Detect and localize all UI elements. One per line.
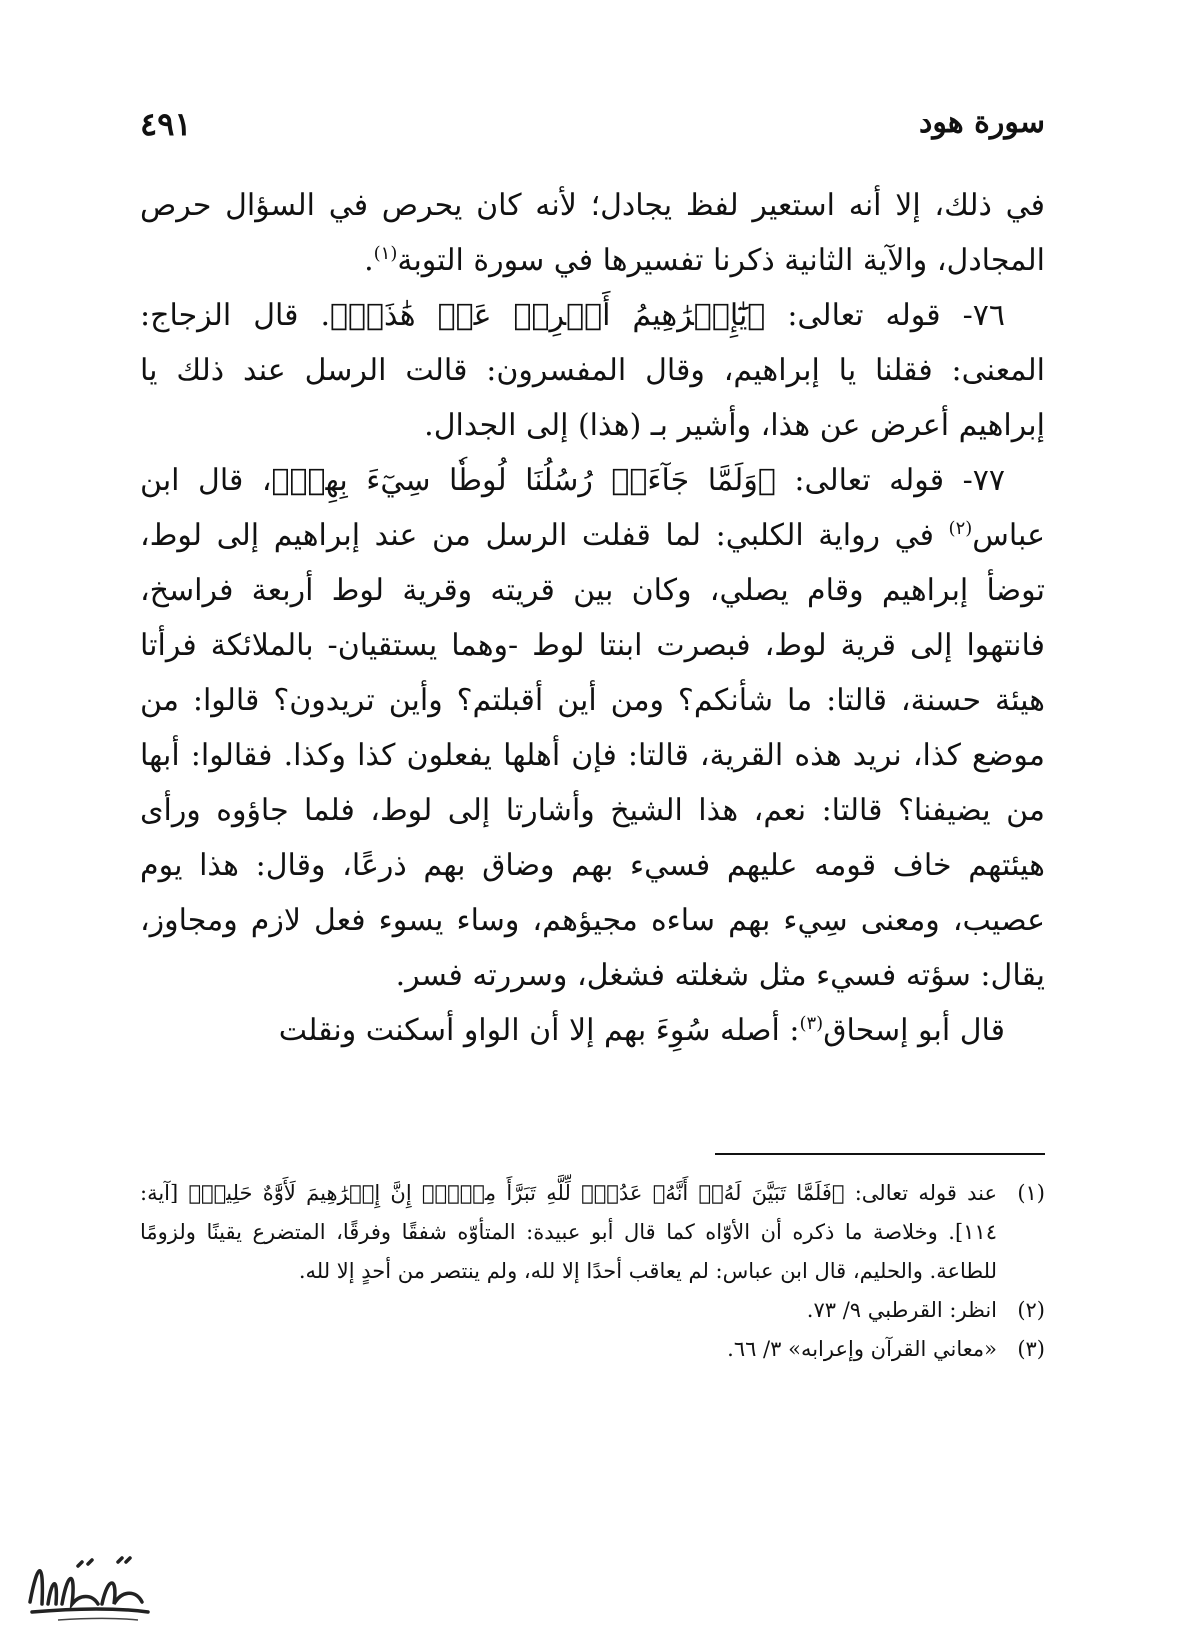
footnote-ref-3[interactable]: (٣): [799, 1013, 824, 1034]
page-header: [140, 105, 1045, 155]
footnote-text: انظر: القرطبي ٩/ ٧٣.: [806, 1298, 997, 1322]
quran-verse-76: ﴿يَٰٓإِبۡرَٰهِيمُ أَعۡرِضۡ عَنۡ هَٰذَآۖ﴾: [330, 298, 766, 333]
paragraph-2-text: . قال الزجاج: المعنى: فقلنا يا إبراهيم، وقال المفسرون: قالت الرسل عند ذلك يا إبراهيم أعرض عن هذا، وأشير بـ (هذا) إلى الجدال.: [140, 298, 1045, 443]
publisher-logo: [18, 1540, 158, 1630]
footnotes: [140, 1174, 1045, 1369]
footnote-ref-2[interactable]: (٢): [948, 518, 973, 539]
footnote-text: «معاني القرآن وإعرابه» ٣/ ٦٦.: [727, 1337, 997, 1361]
paragraph-2-lead: ٧٦- قوله تعالى:: [765, 298, 1005, 333]
paragraph-3: [140, 453, 1045, 1003]
page-number: ٤٩١: [140, 105, 192, 143]
footnote-separator: [715, 1153, 1045, 1155]
paragraph-1-end: .: [364, 243, 374, 278]
footnote-text: [140, 1174, 997, 1291]
paragraph-4-lead: قال أبو إسحاق: [823, 1013, 1005, 1048]
paragraph-2: [140, 288, 1045, 453]
main-text: [140, 178, 1045, 1058]
footnote-number: (٢): [1017, 1298, 1045, 1322]
footnote-1-quran: ﴿فَلَمَّا تَبَيَّنَ لَهُۥٓ أَنَّهُۥ عَدُوّٞ لِّلَّهِ تَبَرَّأَ مِنۡهُۚ إِنَّ إِبۡرَٰهِيمَ لَأَوَّٰهٌ حَلِيمٞ﴾: [188, 1181, 845, 1205]
paragraph-1-text: في ذلك، إلا أنه استعير لفظ يجادل؛ لأنه كان يحرص في السؤال حرص المجادل، والآية الثانية ذكرنا تفسيرها في سورة التوبة: [140, 188, 1045, 278]
calligraphy-logo-icon: [18, 1540, 158, 1630]
paragraph-1: [140, 178, 1045, 288]
footnote-ref-1[interactable]: (١): [373, 243, 398, 264]
quran-verse-77: ﴿وَلَمَّا جَآءَتۡ رُسُلُنَا لُوطٗا سِيٓءَ بِهِمۡ﴾: [271, 463, 776, 498]
footnote-2: [140, 1291, 1045, 1330]
paragraph-3-text-b: في رواية الكلبي: لما قفلت الرسل من عند إبراهيم إلى لوط، توضأ إبراهيم وقام يصلي، وكان بين قريته وقرية لوط أربعة فراسخ، فانتهوا إلى قرية لوط، فبصرت ابنتا لوط -وهما يستقيان- بالملائكة فرأتا هيئة حسنة، قالتا: ما شأنكم؟ ومن أين أقبلتم؟ وأين تريدون؟ قالوا: من موضع كذا، نريد هذه القرية، قالتا: فإن أهلها يفعلون كذا وكذا. فقالوا: أبها من يضيفنا؟ قالتا: نعم، هذا الشيخ وأشارتا إلى لوط، فلما جاؤوه ورأى هيئتهم خاف قومه عليهم فسيء بهم وضاق بهم ذرعًا، وقال: هذا يوم عصيب، ومعنى سِيء بهم ساءه مجيؤهم، وساء يسوء فعل لازم ومجاوز، يقال: سؤته فسيء مثل شغلته فشغل، وسررته فسر.: [140, 518, 1045, 993]
footnote-number: (١): [1017, 1181, 1045, 1205]
paragraph-4-text: : أصله سُوِءَ بهم إلا أن الواو أسكنت ونقلت: [278, 1013, 800, 1048]
paragraph-4: [140, 1003, 1045, 1058]
footnote-1-text-a: عند قوله تعالى:: [844, 1181, 998, 1205]
footnote-1: [140, 1174, 1045, 1291]
paragraph-3-text-a: ، قال ابن عباس: [140, 463, 1045, 553]
footnote-3: [140, 1330, 1045, 1369]
footnote-number: (٣): [1017, 1337, 1045, 1361]
surah-title: سورة هود: [919, 105, 1045, 140]
paragraph-3-lead: ٧٧- قوله تعالى:: [775, 463, 1006, 498]
footnote-1-text-b: [آية: ١١٤]. وخلاصة ما ذكره أن الأوّاه كما قال أبو عبيدة: المتأوّه شفقًا وفرقًا، المتضرع يقينًا ولزومًا للطاعة. والحليم، قال ابن عباس: لم يعاقب أحدًا إلا لله، ولم ينتصر من أحدٍ إلا لله.: [140, 1181, 997, 1283]
